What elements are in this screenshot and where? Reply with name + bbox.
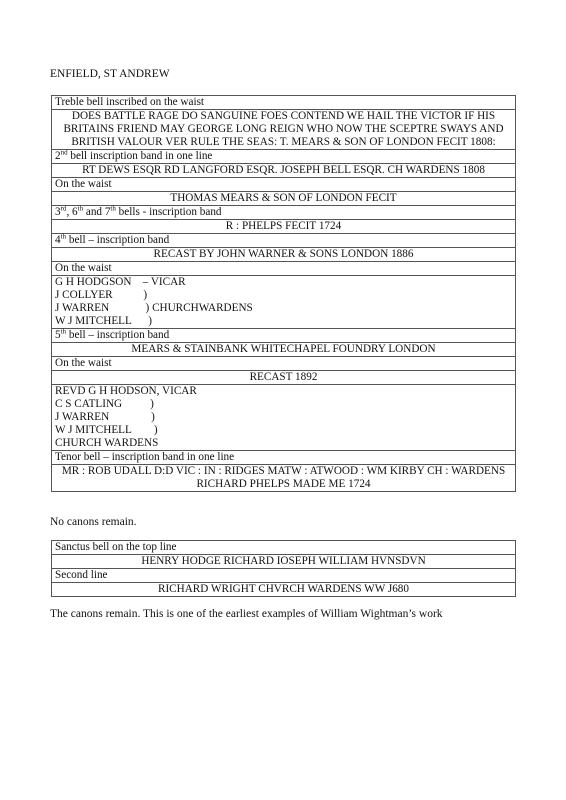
table-row bbox=[52, 583, 516, 597]
heading-text: On the waist bbox=[55, 357, 112, 369]
table-row bbox=[52, 110, 516, 150]
table-row bbox=[52, 96, 516, 110]
bell-heading bbox=[52, 569, 516, 583]
heading-text: Sanctus bell on the top line bbox=[55, 541, 177, 553]
inscription-text: DOES BATTLE RAGE DO SANGUINE FOES CONTEND WE HAIL THE VICTOR IF HIS BRITAINS FRIEND MAY GEORGE LONG REIGN WHO NOW THE SCEPTRE SWAYS AND BRITISH VALOUR VER RULE THE SEAS: T. MEARS & SON OF LONDON FECIT 1808: bbox=[52, 110, 516, 150]
inscription-text: RT DEWS ESQR RD LANGFORD ESQR. JOSEPH BELL ESQR. CH WARDENS 1808 bbox=[52, 164, 516, 178]
heading-text: 5 bbox=[55, 329, 61, 341]
inscription-text: R : PHELPS FECIT 1724 bbox=[52, 220, 516, 234]
heading-text: On the waist bbox=[55, 262, 112, 274]
table-row bbox=[52, 178, 516, 192]
heading-text: bells - inscription band bbox=[115, 206, 222, 218]
heading-text: 3 bbox=[55, 206, 61, 218]
heading-text: 2 bbox=[55, 150, 61, 162]
inscription-text: HENRY HODGE RICHARD IOSEPH WILLIAM HVNSDVN bbox=[52, 555, 516, 569]
heading-text: and 7 bbox=[83, 206, 111, 218]
inscription-text: G H HODGSON – VICAR J COLLYER ) J WARREN ) CHURCHWARDENS W J MITCHELL ) bbox=[52, 276, 516, 329]
table-row bbox=[52, 192, 516, 206]
inscription-text: REVD G H HODSON, VICAR C S CATLING ) J WARREN ) W J MITCHELL ) CHURCH WARDENS bbox=[52, 385, 516, 451]
heading-text: Treble bell inscribed on the waist bbox=[55, 96, 205, 108]
ordinal-suffix: nd bbox=[60, 148, 68, 157]
ordinal-suffix: th bbox=[110, 204, 116, 213]
table-row bbox=[52, 541, 516, 555]
table-row bbox=[52, 465, 516, 492]
bell-heading bbox=[52, 96, 516, 110]
table-row bbox=[52, 262, 516, 276]
heading-text: On the waist bbox=[55, 178, 112, 190]
heading-text: bell – inscription band bbox=[66, 234, 170, 246]
ordinal-suffix: th bbox=[60, 232, 67, 241]
bell-heading bbox=[52, 178, 516, 192]
ordinal-suffix: rd bbox=[60, 204, 67, 213]
bells-inscription-table bbox=[51, 95, 516, 492]
heading-text: 4 bbox=[55, 234, 61, 246]
table-row bbox=[52, 234, 516, 248]
table-row bbox=[52, 371, 516, 385]
bell-heading bbox=[52, 206, 516, 220]
page-title: ENFIELD, ST ANDREW bbox=[50, 68, 170, 80]
table-row bbox=[52, 276, 516, 329]
heading-text: , 6 bbox=[66, 206, 78, 218]
bell-heading bbox=[52, 150, 516, 164]
table-row bbox=[52, 357, 516, 371]
inscription-text: MEARS & STAINBANK WHITECHAPEL FOUNDRY LONDON bbox=[52, 343, 516, 357]
heading-text: bell – inscription band bbox=[66, 329, 170, 341]
closing-note: The canons remain. This is one of the earliest examples of William Wightman’s work bbox=[50, 608, 443, 620]
bell-heading bbox=[52, 451, 516, 465]
inscription-text: RECAST 1892 bbox=[52, 371, 516, 385]
table-row bbox=[52, 150, 516, 164]
bell-heading bbox=[52, 541, 516, 555]
sanctus-bell-table bbox=[51, 540, 516, 597]
heading-text: bell inscription band in one line bbox=[67, 150, 213, 162]
bell-heading bbox=[52, 329, 516, 343]
inscription-text: MR : ROB UDALL D:D VIC : IN : RIDGES MATW : ATWOOD : WM KIRBY CH : WARDENS RICHARD PHELPS MADE ME 1724 bbox=[52, 465, 516, 492]
table-row bbox=[52, 164, 516, 178]
table-row bbox=[52, 385, 516, 451]
table-row bbox=[52, 343, 516, 357]
inscription-text: THOMAS MEARS & SON OF LONDON FECIT bbox=[52, 192, 516, 206]
ordinal-suffix: th bbox=[77, 204, 84, 213]
table-row bbox=[52, 329, 516, 343]
heading-text: Second line bbox=[55, 569, 108, 581]
table-row bbox=[52, 248, 516, 262]
table-row bbox=[52, 206, 516, 220]
table-row bbox=[52, 555, 516, 569]
table-row bbox=[52, 569, 516, 583]
bell-heading bbox=[52, 234, 516, 248]
table-row bbox=[52, 220, 516, 234]
bell-heading bbox=[52, 357, 516, 371]
inscription-text: RECAST BY JOHN WARNER & SONS LONDON 1886 bbox=[52, 248, 516, 262]
inscription-text: RICHARD WRIGHT CHVRCH WARDENS WW J680 bbox=[52, 583, 516, 597]
ordinal-suffix: th bbox=[60, 327, 67, 336]
table-row bbox=[52, 451, 516, 465]
canons-note: No canons remain. bbox=[50, 516, 137, 528]
heading-text: Tenor bell – inscription band in one line bbox=[55, 451, 235, 463]
bell-heading bbox=[52, 262, 516, 276]
